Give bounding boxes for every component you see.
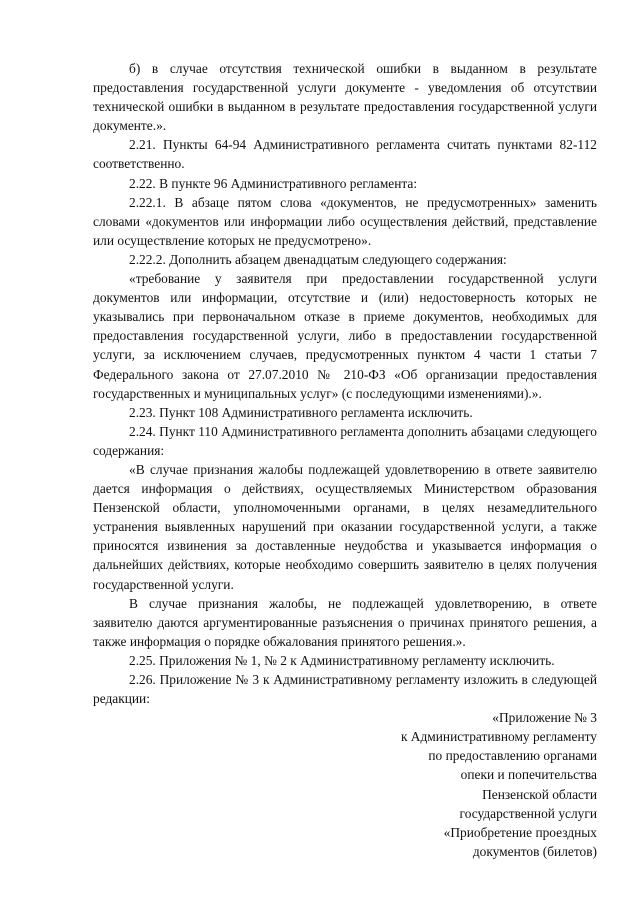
annex-line: государственной услуги [459,805,597,821]
paragraph-2-22-1: 2.22.1. В абзаце пятом слова «документов, не предусмотренных» заменить словами «документов или информации либо осуществления действий, представление или осуществление которых не предусмотрено». [93,194,597,248]
annex-heading [93,708,597,861]
paragraph-2-22-2: 2.22.2. Дополнить абзацем двенадцатым следующего содержания: [129,251,507,267]
paragraph-2-24: 2.24. Пункт 110 Административного регламента дополнить абзацами следующего содержания: [93,423,597,458]
annex-line: по предоставлению органами [428,748,597,764]
paragraph-complaint-rejected: В случае признания жалобы, не подлежащей удовлетворению, в ответе заявителю даются аргументированные разъяснения о причинах принятого решения, а также информация о порядке обжалования принятого решения.». [93,595,597,649]
annex-line: документов (билетов) [472,843,597,859]
paragraph-2-21: 2.21. Пункты 64-94 Административного регламента считать пунктами 82-112 соответственно. [93,137,597,172]
paragraph-b-no-error: б) в случае отсутствия технической ошибки в выданном в результате предоставления государственной услуги документе - уведомления об отсутствии технической ошибки в выданном в результате предоставления государственной услуги документе.». [93,61,597,134]
paragraph-2-23: 2.23. Пункт 108 Административного регламента исключить. [129,404,473,420]
document-page [93,59,597,861]
annex-line: «Приобретение проездных [443,824,597,840]
annex-line: Пензенской области [482,786,597,802]
annex-line: «Приложение № 3 [492,710,597,726]
paragraph-complaint-satisfied: «В случае признания жалобы подлежащей удовлетворению в ответе заявителю дается информация о действиях, осуществляемых Министерством образования Пензенской области, уполномоченными органами, в целях незамедлительного устранения выявленных нарушений при оказании государственной услуги, а также приносятся извинения за доставленные неудобства и указывается информация о дальнейших действиях, которые необходимо совершить заявителю в целях получения государственной услуги. [93,461,597,592]
annex-line: опеки и попечительства [460,767,597,783]
paragraph-2-26: 2.26. Приложение № 3 к Административному регламенту изложить в следующей редакции: [93,672,597,707]
annex-line: к Административному регламенту [400,729,597,745]
paragraph-requirement-quote: «требование у заявителя при предоставлении государственной услуги документов или информации, отсутствие и (или) недостоверность которых не указывались при первоначальном отказе в приеме документов, необходимых для предоставления государственной услуги, либо в предоставлении государственной услуги, за исключением случаев, предусмотренных пунктом 4 части 1 статьи 7 Федерального закона от 27.07.2010 № 210-ФЗ «Об организации предоставления государственных и муниципальных услуг» (с последующими изменениями).». [93,271,597,401]
paragraph-2-25: 2.25. Приложения № 1, № 2 к Административному регламенту исключить. [129,652,555,668]
paragraph-2-22: 2.22. В пункте 96 Административного регламента: [129,175,418,191]
